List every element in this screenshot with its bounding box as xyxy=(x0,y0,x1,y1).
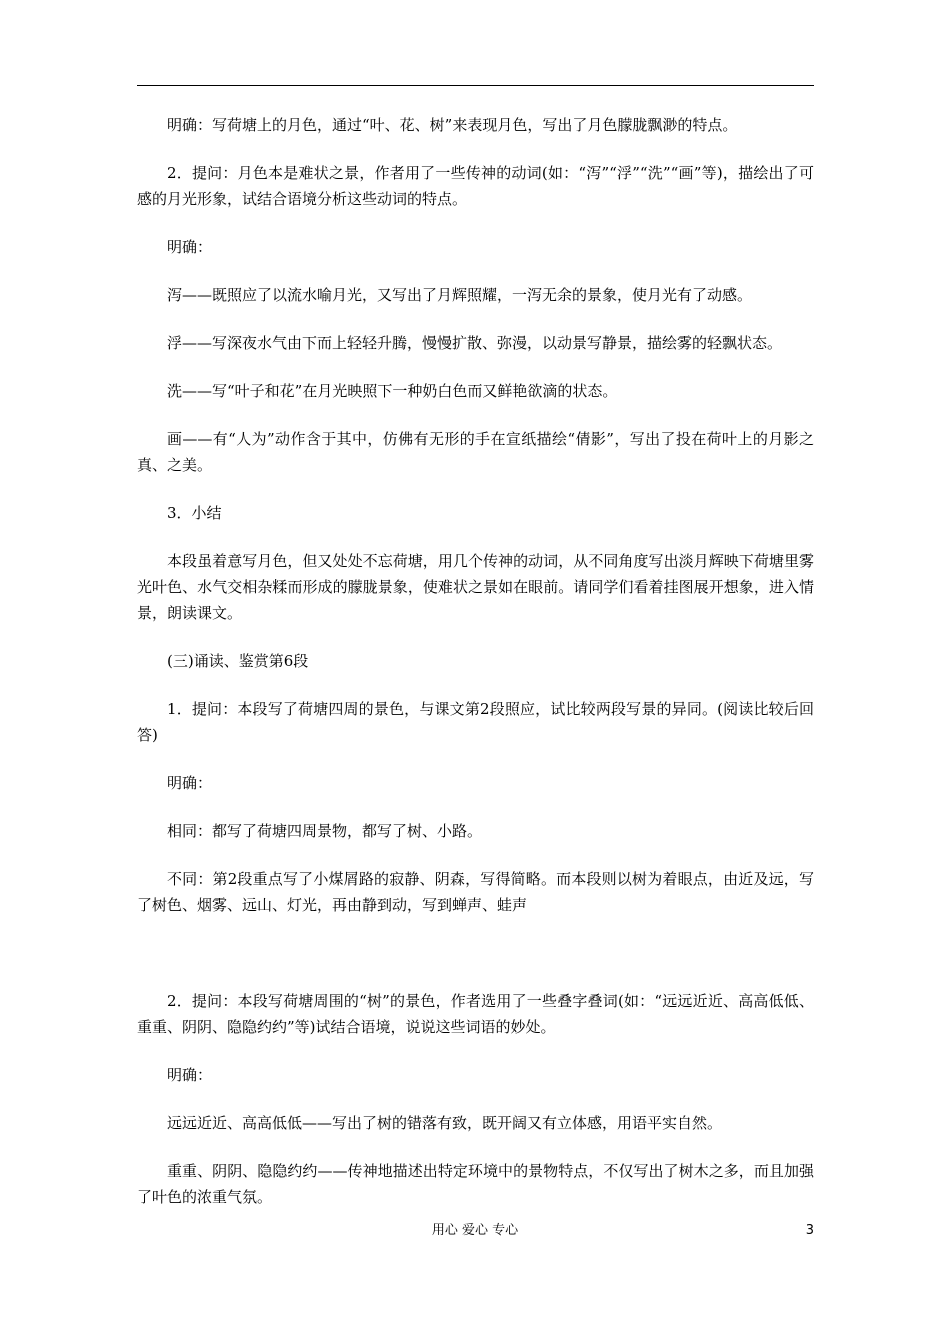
paragraph: 明确： xyxy=(167,1066,213,1084)
paragraph: 泻——既照应了以流水喻月光，又写出了月辉照耀，一泻无余的景象，使月光有了动感。 xyxy=(167,286,753,304)
paragraph: 本段虽着意写月色，但又处处不忘荷塘，用几个传神的动词，从不同角度写出淡月辉映下荷塘里雾光叶色、水气交相杂糅而形成的朦胧景象，使难状之景如在眼前。请同学们看着挂图展开想象，进入情景，朗读课文。 xyxy=(137,552,814,622)
paragraph: 明确： xyxy=(167,774,213,792)
paragraph: 洗——写“叶子和花”在月光映照下一种奶白色而又鲜艳欲滴的状态。 xyxy=(167,382,618,400)
paragraph: 1．提问：本段写了荷塘四周的景色，与课文第2段照应，试比较两段写景的异同。(阅读比较后回答) xyxy=(137,700,814,744)
paragraph: 明确： xyxy=(167,238,213,256)
paragraph: 重重、阴阴、隐隐约约——传神地描述出特定环境中的景物特点，不仅写出了树木之多，而且加强了叶色的浓重气氛。 xyxy=(137,1162,814,1206)
paragraph: 2．提问：月色本是难状之景，作者用了一些传神的动词(如：“泻”“浮”“洗”“画”等)，描绘出了可感的月光形象，试结合语境分析这些动词的特点。 xyxy=(137,164,814,208)
header-rule xyxy=(137,85,814,86)
page-number: 3 xyxy=(805,1223,814,1238)
paragraph: 远远近近、高高低低——写出了树的错落有致，既开阔又有立体感，用语平实自然。 xyxy=(167,1114,723,1132)
section-heading: 3．小结 xyxy=(167,504,222,522)
paragraph: 不同：第2段重点写了小煤屑路的寂静、阴森，写得简略。而本段则以树为着眼点，由近及远，写了树色、烟雾、远山、灯光，再由静到动，写到蝉声、蛙声 xyxy=(137,870,814,914)
paragraph: 浮——写深夜水气由下而上轻轻升腾，慢慢扩散、弥漫，以动景写静景，描绘雾的轻飘状态。 xyxy=(167,334,783,352)
body-text xyxy=(137,112,814,1210)
paragraph: 画——有“人为”动作含于其中，仿佛有无形的手在宣纸描绘“倩影”，写出了投在荷叶上的月影之真、之美。 xyxy=(137,430,814,474)
paragraph: 相同：都写了荷塘四周景物，都写了树、小路。 xyxy=(167,822,483,840)
paragraph: 2．提问：本段写荷塘周围的“树”的景色，作者选用了一些叠字叠词(如：“远远近近、高高低低、重重、阴阴、隐隐约约”等)试结合语境，说说这些词语的妙处。 xyxy=(137,992,814,1036)
footer-motto: 用心 爱心 专心 xyxy=(431,1223,519,1238)
section-heading: (三)诵读、鉴赏第6段 xyxy=(167,652,309,670)
paragraph: 明确：写荷塘上的月色，通过“叶、花、树”来表现月色，写出了月色朦胧飘渺的特点。 xyxy=(167,116,738,134)
